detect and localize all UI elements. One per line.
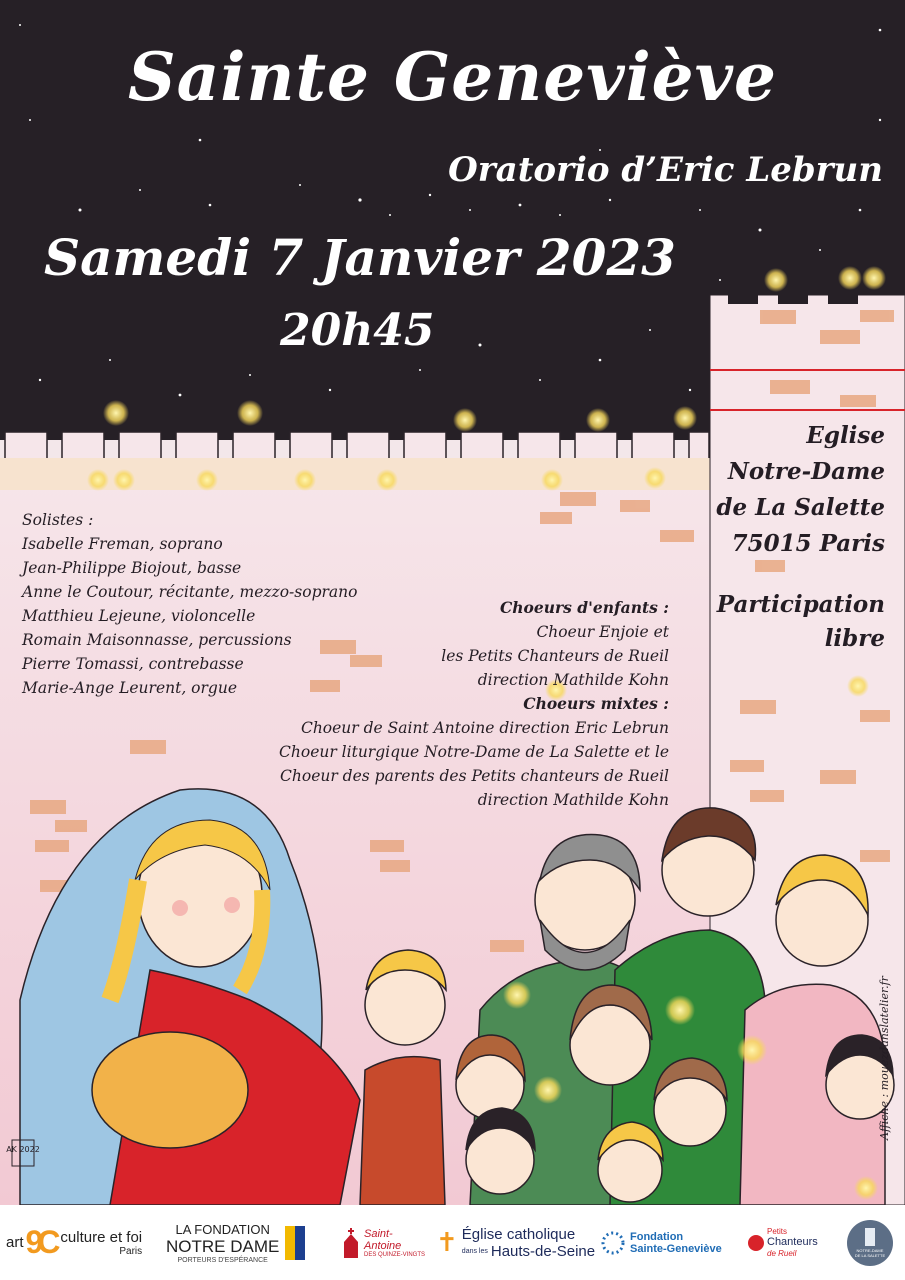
entry-line: libre: [824, 625, 885, 652]
flag-icon: [295, 1226, 305, 1260]
music-note-icon: [748, 1235, 764, 1251]
logo-text: Fondation: [630, 1230, 684, 1243]
logo-text: Petits: [767, 1227, 788, 1236]
logo-fondation-sainte-genevieve: [600, 1205, 740, 1280]
dotted-ring-icon: [600, 1230, 626, 1256]
church-icon: [340, 1228, 362, 1258]
logo-saint-antoine: [340, 1205, 430, 1280]
choir-line: Choeur liturgique Notre-Dame de La Salette et le: [279, 743, 669, 761]
logo-text: Sainte-Geneviève: [630, 1242, 722, 1255]
choir-line: Choeur Enjoie et: [536, 623, 669, 641]
logo-art-culture-foi: [6, 1205, 156, 1280]
church-tower-icon: [847, 1220, 893, 1266]
logo-text: NOTRE-DAME: [856, 1247, 884, 1253]
cross-icon: ✝: [436, 1227, 458, 1257]
entry-note: [665, 588, 885, 656]
logo-text: NOTRE DAME: [166, 1236, 280, 1256]
venue-line: 75015 Paris: [731, 530, 885, 557]
flag-icon: [285, 1226, 295, 1260]
choirs-list: [279, 596, 669, 812]
soloist-item: Romain Maisonnasse, percussions: [22, 631, 292, 649]
venue-line: Eglise: [806, 422, 885, 449]
entry-line: Participation: [716, 591, 885, 618]
venue-line: Notre-Dame: [727, 458, 885, 485]
soloist-item: Isabelle Freman, soprano: [22, 535, 223, 553]
soloist-item: Anne le Coutour, récitante, mezzo-soprano: [22, 583, 358, 601]
logo-text: de Rueil: [767, 1249, 797, 1258]
culture-foi-mark-icon: 9C: [25, 1224, 55, 1260]
logo-text: dans les: [461, 1247, 488, 1255]
soloists-heading: Solistes :: [22, 511, 94, 529]
logo-text: culture et foi: [60, 1228, 143, 1246]
logo-text: art: [6, 1234, 24, 1251]
soloist-item: Marie-Ange Leurent, orgue: [22, 679, 238, 697]
logo-text: Saint-Antoine: [363, 1227, 402, 1252]
logo-text: Chanteurs: [767, 1236, 818, 1248]
soloist-item: Jean-Philippe Biojout, basse: [22, 559, 242, 577]
tower-shape: [865, 1228, 875, 1246]
logo-text: LA FONDATION: [175, 1221, 270, 1237]
mixed-choir-heading: Choeurs mixtes :: [523, 694, 669, 713]
choir-line: Choeur des parents des Petits chanteurs de Rueil: [280, 767, 669, 785]
choir-line: Choeur de Saint Antoine direction Eric Lebrun: [300, 719, 669, 737]
logo-text: DES QUINZE-VINGTS: [363, 1251, 425, 1258]
venue-line: de La Salette: [716, 494, 885, 521]
logo-text: Église catholique: [461, 1225, 576, 1243]
soloist-item: Pierre Tomassi, contrebasse: [22, 655, 244, 673]
choir-line: direction Mathilde Kohn: [477, 671, 669, 689]
soloist-item: Matthieu Lejeune, violoncelle: [22, 607, 256, 625]
poster-subtitle: Oratorio d’Eric Lebrun: [448, 150, 883, 190]
logo-text: PORTEURS D'ESPÉRANCE: [177, 1256, 268, 1264]
venue-block: [645, 418, 885, 562]
children-choir-heading: Choeurs d'enfants :: [499, 598, 669, 617]
event-time: 20h45: [280, 305, 435, 356]
poster-credit: Affiche : mouezdanslatelier.fr: [878, 976, 891, 1140]
poster-title: Sainte Geneviève: [127, 38, 778, 116]
event-date: Samedi 7 Janvier 2023: [44, 228, 676, 287]
logo-petits-chanteurs-rueil: [748, 1205, 833, 1280]
logo-eglise-hauts-de-seine: [436, 1205, 596, 1280]
logo-text: Hauts-de-Seine: [490, 1242, 596, 1260]
logo-text: DE LA SALETTE: [854, 1252, 886, 1258]
sponsor-footer: [0, 1205, 905, 1280]
choir-line: les Petits Chanteurs de Rueil: [441, 647, 669, 665]
logo-text: Paris: [119, 1245, 143, 1257]
choir-line: direction Mathilde Kohn: [477, 791, 669, 809]
logo-fondation-notre-dame: [166, 1205, 326, 1280]
logo-notre-dame-salette: [842, 1205, 898, 1280]
svg-text:AK 2022: AK 2022: [6, 1145, 40, 1154]
